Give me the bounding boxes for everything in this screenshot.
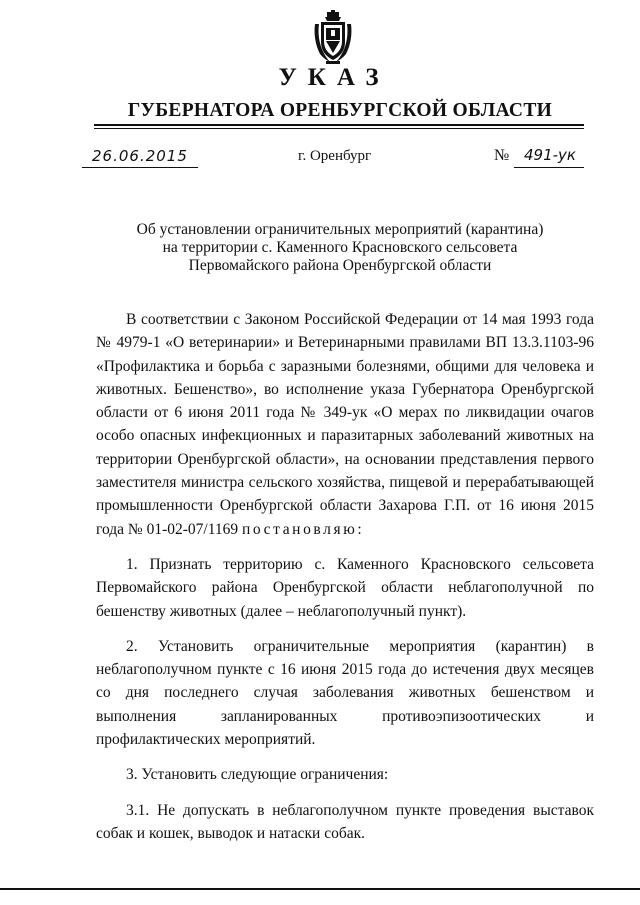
- decree-title: УКАЗ: [278, 64, 390, 91]
- orenburg-coat-of-arms-icon: [312, 10, 354, 64]
- subject-line-2: на территории с. Каменного Красновского сельсовета: [162, 239, 518, 256]
- item-3-1-paragraph: 3.1. Не допускать в неблагополучном пункте проведения выставок собак и кошек, выводок и натаски собак.: [96, 801, 594, 842]
- header-divider-thin: [94, 128, 584, 129]
- item-3-paragraph: 3. Установить следующие ограничения:: [126, 766, 389, 784]
- preamble-text: В соответствии с Законом Российской Федерации от 14 мая 1993 года № 4979-1 «О ветеринарии» и Ветеринарными правилами ВП 13.3.1103-96 «Профилактика и борьба с заразными болезнями, общими для человека и животных. Бешенство», во исполнение указа Губернатора Оренбургской области от 6 июня 2011 года № 349-ук «О мерах по ликвидации очагов особо опасных инфекционных и паразитарных заболеваний животных на территории Оренбургской области», на основании представления первого заместителя министра сельского хозяйства, пищевой и перерабатывающей промышленности Оренбургской области Захарова Г.П. от 16 июня 2015 года № 01-02-07/1169: [96, 311, 594, 538]
- preamble-paragraph: [96, 308, 594, 541]
- item-1-paragraph: 1. Признать территорию с. Каменного Красновского сельсовета Первомайского района Оренбургской области неблагополучной по бешенству животных (далее – неблагополучный пункт).: [96, 555, 594, 620]
- date-underline: [82, 167, 198, 168]
- decree-body: [96, 308, 594, 845]
- decree-number: 491-ук: [524, 146, 576, 164]
- decree-word: постановляю:: [242, 520, 365, 538]
- decree-subject: [0, 221, 640, 275]
- number-underline: [514, 167, 584, 168]
- header-divider-thick: [94, 124, 584, 126]
- number-label: №: [494, 147, 510, 164]
- subject-line-3: Первомайского района Оренбургской области: [188, 257, 492, 274]
- subject-line-1: Об установлении ограничительных мероприятий (карантина): [136, 221, 544, 238]
- item-2-paragraph: 2. Установить ограничительные мероприятия (карантин) в неблагополучном пункте с 16 июня 2015 года до истечения двух месяцев со дня последнего случая заболевания животных бешенством и выполнения запланированных противоэпизоотических и профилактических мероприятий.: [96, 637, 594, 749]
- decree-city: г. Оренбург: [298, 148, 372, 164]
- page-bottom-rule: [0, 888, 640, 890]
- issuer-title: ГУБЕРНАТОРА ОРЕНБУРГСКОЙ ОБЛАСТИ: [127, 100, 553, 121]
- decree-date: 26.06.2015: [92, 147, 188, 165]
